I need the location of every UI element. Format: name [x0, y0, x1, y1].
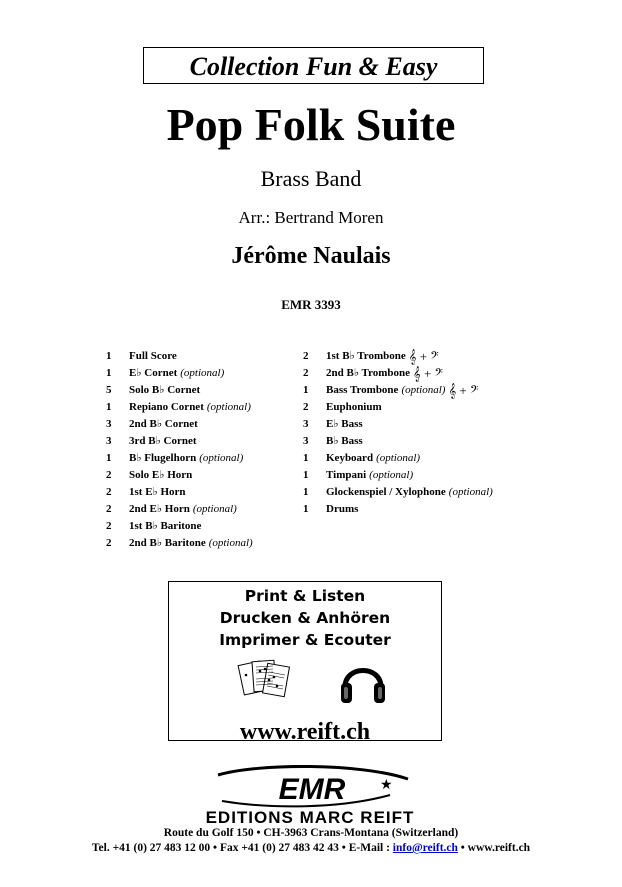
part-qty: 2 [303, 401, 309, 413]
part-optional: (optional) [180, 367, 225, 379]
part-name: 1st B♭ Baritone [129, 520, 202, 532]
part-qty: 2 [106, 537, 112, 549]
logo-name: EDITIONS MARC REIFT [205, 808, 415, 827]
part-row [303, 467, 493, 484]
part-qty: 1 [303, 384, 309, 396]
part-name: Glockenspiel / Xylophone [326, 486, 446, 498]
part-qty: 2 [106, 486, 112, 498]
part-row [303, 348, 493, 365]
parts-list-right [303, 348, 493, 518]
part-optional: (optional) [208, 537, 253, 549]
part-name: E♭ Cornet [129, 367, 178, 379]
part-qty: 1 [106, 367, 112, 379]
contact-suffix: • www.reift.ch [457, 842, 531, 854]
part-qty: 2 [303, 350, 309, 362]
part-qty: 3 [303, 435, 309, 447]
part-name: 1st B♭ Trombone [326, 350, 406, 362]
part-name: Solo E♭ Horn [129, 469, 193, 481]
part-row [303, 416, 493, 433]
part-qty: 1 [106, 350, 112, 362]
part-row [106, 399, 253, 416]
promo-line-fr: Imprimer & Ecouter [219, 631, 391, 649]
promo-line-de: Drucken & Anhören [219, 609, 391, 627]
part-row [303, 365, 493, 382]
part-name: 2nd B♭ Cornet [129, 418, 198, 430]
part-row [106, 467, 253, 484]
part-row [303, 501, 493, 518]
part-row [303, 433, 493, 450]
composer: Jérôme Naulais [231, 243, 391, 269]
series-box [143, 47, 484, 84]
sheet-music-icon [237, 655, 293, 707]
page-title: Pop Folk Suite [166, 99, 456, 150]
arranger: Arr.: Bertrand Moren [238, 208, 384, 227]
publisher-address: Route du Golf 150 • CH-3963 Crans-Montana (Switzerland) [163, 827, 459, 839]
part-qty: 5 [106, 384, 112, 396]
emr-logo [170, 765, 450, 827]
part-optional: (optional) [199, 452, 244, 464]
part-qty: 2 [106, 469, 112, 481]
part-qty: 3 [303, 418, 309, 430]
part-row [303, 450, 493, 467]
part-qty: 1 [303, 469, 309, 481]
headphones-icon [339, 655, 387, 707]
part-qty: 1 [106, 452, 112, 464]
print-listen-box [168, 581, 442, 745]
part-row [303, 484, 493, 501]
part-row [303, 399, 493, 416]
part-name: 2nd B♭ Trombone [326, 367, 411, 379]
promo-line-en: Print & Listen [244, 587, 366, 605]
part-optional: (optional) [448, 486, 493, 498]
part-qty: 1 [303, 452, 309, 464]
clef-icon: 𝄞 + 𝄢 [413, 366, 443, 381]
part-name: B♭ Bass [326, 435, 363, 447]
part-name: Repiano Cornet [129, 401, 204, 413]
part-name: Full Score [129, 350, 177, 362]
part-name: 3rd B♭ Cornet [129, 435, 197, 447]
part-optional: (optional) [192, 503, 237, 515]
publisher-contact [0, 842, 622, 854]
part-qty: 2 [106, 503, 112, 515]
part-optional: (optional) [369, 469, 414, 481]
part-row [106, 348, 253, 365]
part-name: B♭ Flugelhorn [129, 452, 197, 464]
part-optional: (optional) [401, 384, 446, 396]
part-row [106, 382, 253, 399]
part-row [106, 535, 253, 552]
part-qty: 2 [303, 367, 309, 379]
logo-star-icon: ★ [380, 778, 393, 793]
part-name: 2nd B♭ Baritone [129, 537, 206, 549]
part-row [106, 433, 253, 450]
part-row [106, 450, 253, 467]
part-row [106, 365, 253, 382]
part-row [106, 416, 253, 433]
clef-icon: 𝄞 + 𝄢 [448, 383, 479, 398]
clef-icon: 𝄞 + 𝄢 [408, 349, 439, 364]
part-qty: 3 [106, 435, 112, 447]
email-link[interactable]: info@reift.ch [392, 842, 458, 854]
part-name: 2nd E♭ Horn [129, 503, 190, 515]
part-row [303, 382, 493, 399]
part-name: Drums [326, 503, 359, 515]
part-row [106, 484, 253, 501]
parts-list-left [106, 348, 253, 552]
subtitle: Brass Band [260, 166, 362, 191]
part-optional: (optional) [376, 452, 421, 464]
part-qty: 1 [106, 401, 112, 413]
series-title: Collection Fun & Easy [189, 52, 438, 81]
part-name: Timpani [326, 469, 367, 481]
part-name: Bass Trombone [326, 384, 399, 396]
catalog-number: EMR 3393 [281, 297, 341, 312]
part-qty: 2 [106, 520, 112, 532]
part-name: E♭ Bass [326, 418, 363, 430]
part-name: 1st E♭ Horn [129, 486, 186, 498]
part-row [106, 501, 253, 518]
promo-url[interactable]: www.reift.ch [239, 719, 371, 745]
part-name: Euphonium [326, 401, 382, 413]
promo-icons [169, 653, 441, 713]
part-row [106, 518, 253, 535]
part-qty: 1 [303, 486, 309, 498]
logo-mark: EMR [278, 773, 346, 806]
part-name: Solo B♭ Cornet [129, 384, 201, 396]
part-qty: 1 [303, 503, 309, 515]
contact-prefix: Tel. +41 (0) 27 483 12 00 • Fax +41 (0) 27 483 42 43 • E-Mail : [91, 842, 393, 854]
part-name: Keyboard [326, 452, 374, 464]
part-qty: 3 [106, 418, 112, 430]
part-optional: (optional) [206, 401, 251, 413]
